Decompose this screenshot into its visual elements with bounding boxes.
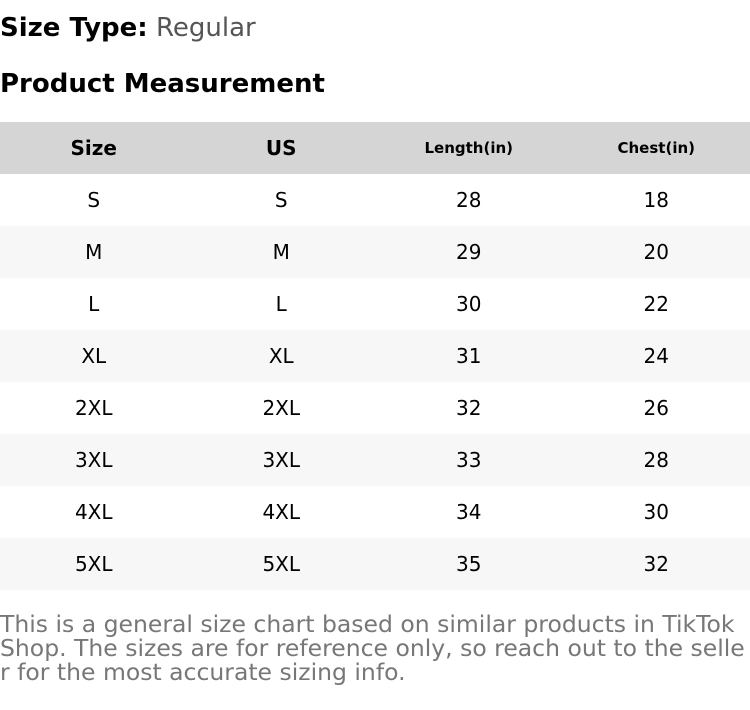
size-chart-disclaimer: This is a general size chart based on similar products in TikTok Shop. The sizes are for reference only, so reach out to the seller for the most accurate sizing info.	[0, 610, 745, 686]
length-cell: 30	[375, 278, 563, 330]
us-cell: XL	[188, 330, 376, 382]
us-cell: 2XL	[188, 382, 376, 434]
length-cell: 28	[375, 174, 563, 226]
size-cell: M	[0, 226, 188, 278]
us-cell: 3XL	[188, 434, 376, 486]
chest-cell: 18	[563, 174, 750, 226]
table-row	[0, 278, 750, 330]
length-cell: 35	[375, 538, 563, 590]
section-title: Product Measurement	[0, 69, 325, 99]
size-type-line	[0, 10, 256, 46]
table-row	[0, 226, 750, 278]
table-row	[0, 330, 750, 382]
size-cell: S	[0, 174, 188, 226]
table-row	[0, 434, 750, 486]
size-cell: 2XL	[0, 382, 188, 434]
size-type-value: Regular	[155, 13, 256, 43]
size-cell: L	[0, 278, 188, 330]
size-cell: 3XL	[0, 434, 188, 486]
us-cell: 4XL	[188, 486, 376, 538]
chest-cell: 28	[563, 434, 750, 486]
chest-cell: 30	[563, 486, 750, 538]
us-cell: L	[188, 278, 376, 330]
us-cell: 5XL	[188, 538, 376, 590]
size-cell: 4XL	[0, 486, 188, 538]
chest-cell: 24	[563, 330, 750, 382]
column-header-chest: Chest(in)	[563, 122, 750, 174]
length-cell: 29	[375, 226, 563, 278]
column-header-length: Length(in)	[375, 122, 563, 174]
chest-cell: 22	[563, 278, 750, 330]
us-cell: S	[188, 174, 376, 226]
us-cell: M	[188, 226, 376, 278]
size-type-label: Size Type:	[0, 13, 148, 43]
column-header-us: US	[188, 122, 376, 174]
column-header-size: Size	[0, 122, 188, 174]
table-row	[0, 174, 750, 226]
chest-cell: 20	[563, 226, 750, 278]
length-cell: 32	[375, 382, 563, 434]
size-cell: XL	[0, 330, 188, 382]
table-row	[0, 382, 750, 434]
chest-cell: 26	[563, 382, 750, 434]
size-chart-table	[0, 122, 750, 590]
size-cell: 5XL	[0, 538, 188, 590]
chest-cell: 32	[563, 538, 750, 590]
length-cell: 33	[375, 434, 563, 486]
table-row	[0, 538, 750, 590]
length-cell: 34	[375, 486, 563, 538]
table-row	[0, 486, 750, 538]
length-cell: 31	[375, 330, 563, 382]
table-header-row	[0, 122, 750, 174]
